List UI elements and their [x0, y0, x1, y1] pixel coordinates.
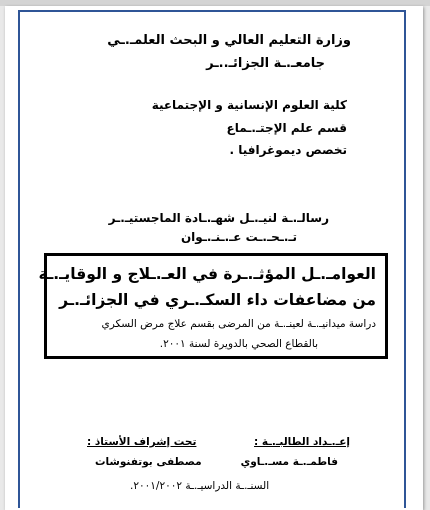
thesis-subtitle-line-1: دراسة ميدانيـ.ـة لعينـ.ـة من المرضى بقسم علاج مرض السكري: [101, 318, 376, 330]
document-page: [5, 6, 423, 510]
faculty-name: كلية العلوم الإنسانية و الإجتماعية: [151, 98, 347, 112]
supervisor-label: تحت إشراف الأستاذ :: [87, 436, 197, 448]
student-name: فاطمـ.ـة مسـ.ـاوي: [240, 456, 338, 468]
thesis-under-title: تـ.ـحـ.ـت عـ.ـنـ.ـوان: [180, 230, 297, 244]
ministry-heading: وزارة التعليم العالي و البحث العلمـ.ـي: [107, 33, 351, 48]
thesis-title-line-2: من مضاعفات داء السكـ.ـري في الجزائـ.ـر: [59, 291, 376, 309]
supervisor-name: مصطفى بوتفنوشات: [95, 456, 202, 468]
academic-year: السنـ.ـة الدراسيـ.ـة ٢٠٠١/٢٠٠٢.: [130, 480, 270, 492]
thesis-degree-line: رسالـ.ـة لنيـ.ـل شهـ.ـادة الماجستيـ.ـر: [108, 211, 329, 225]
thesis-subtitle-line-2: بالقطاع الصحي بالدويرة لسنة ٢٠٠١.: [159, 338, 318, 350]
thesis-title-line-1: العوامـ.ـل المؤثـ.ـرة في العـ.ـلاج و الوقايـ.ـة: [38, 265, 376, 283]
prepared-by-label: إعـ.ـداد الطالبـ.ـة :: [254, 436, 350, 448]
thesis-title-box: [38, 253, 388, 359]
specialty-name: تخصص ديموغرافيا .: [229, 143, 347, 157]
university-heading: جامعـ.ـة الجزائـ..ـر: [206, 56, 325, 71]
department-name: قسم علم الإجتـ.ـماع: [226, 121, 347, 135]
